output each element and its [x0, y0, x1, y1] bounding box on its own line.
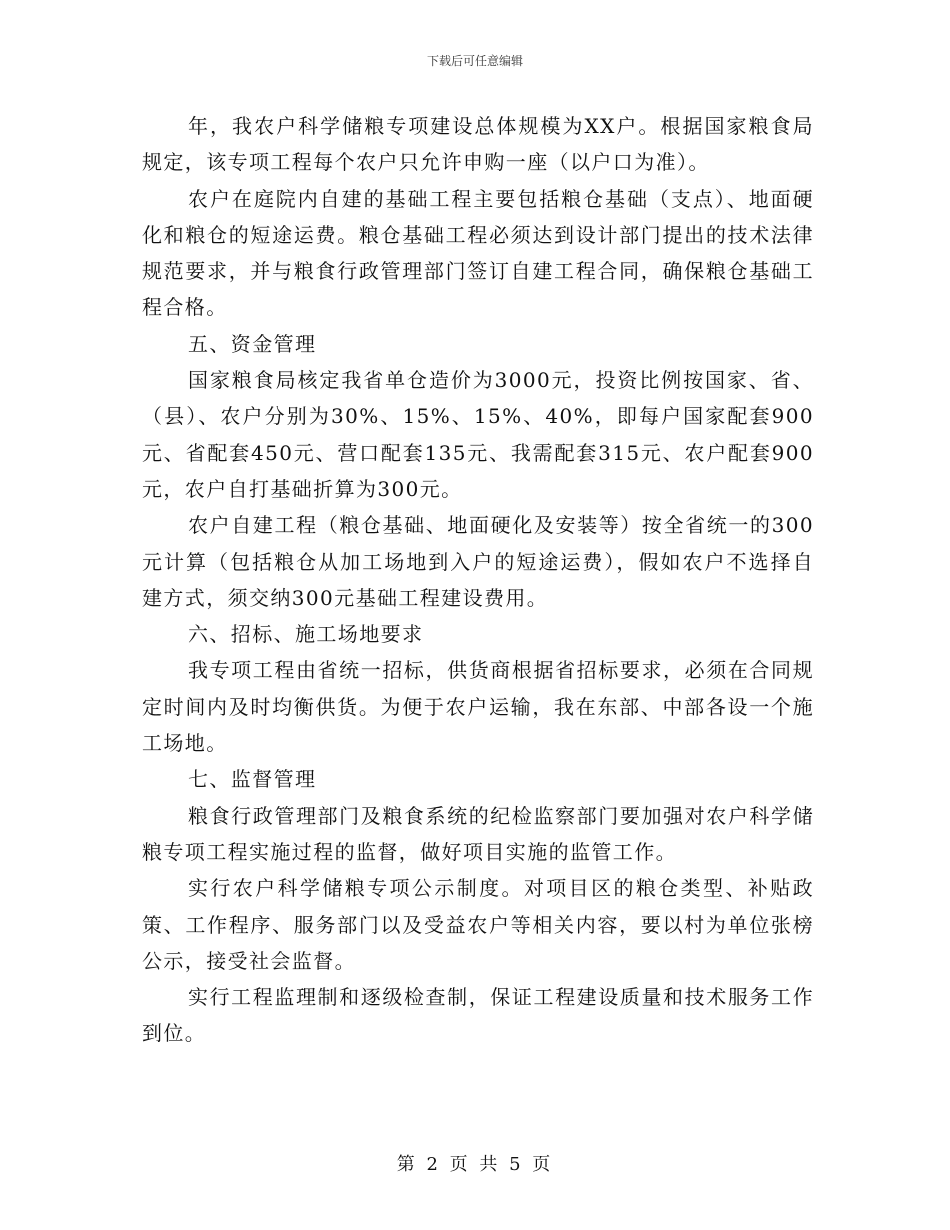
paragraph-investment-ratio: 国家粮食局核定我省单仓造价为3000元，投资比例按国家、省、（县）、农户分别为30%、15%、15%、40%，即每户国家配套900元、省配套450元、营口配套135元、我需配套315元、农户配套900元，农户自打基础折算为300元。: [142, 368, 814, 501]
paragraph-scale: 年，我农户科学储粮专项建设总体规模为XX户。根据国家粮食局规定，该专项工程每个农户只允许申购一座（以户口为准）。: [142, 114, 814, 175]
document-body: [142, 108, 814, 1052]
section-heading-supervision: 七、监督管理: [188, 767, 317, 792]
section-heading-bidding: 六、招标、施工场地要求: [188, 622, 424, 647]
page-footer: 第 2 页 共 5 页: [396, 1154, 554, 1175]
paragraph-publicity: 实行农户科学储粮专项公示制度。对项目区的粮仓类型、补贴政策、工作程序、服务部门以及受益农户等相关内容，要以村为单位张榜公示，接受社会监督。: [142, 876, 814, 973]
section-heading-funds: 五、资金管理: [188, 331, 317, 356]
paragraph-supervision: 粮食行政管理部门及粮食系统的纪检监察部门要加强对农户科学储粮专项工程实施过程的监督，做好项目实施的监管工作。: [142, 803, 814, 864]
header-note: 下载后可任意编辑: [426, 54, 523, 68]
paragraph-bidding: 我专项工程由省统一招标，供货商根据省招标要求，必须在合同规定时间内及时均衡供货。为便于农户运输，我在东部、中部各设一个施工场地。: [142, 658, 814, 756]
paragraph-inspection: 实行工程监理制和逐级检查制，保证工程建设质量和技术服务工作到位。: [142, 985, 814, 1046]
paragraph-foundation-works: 农户在庭院内自建的基础工程主要包括粮仓基础（支点）、地面硬化和粮仓的短途运费。粮仓基础工程必须达到设计部门提出的技术法律规范要求，并与粮食行政管理部门签订自建工程合同，确保粮仓基础工程合格。: [142, 186, 814, 320]
paragraph-self-build: 农户自建工程（粮仓基础、地面硬化及安装等）按全省统一的300元计算（包括粮仓从加工场地到入户的短途运费），假如农户不选择自建方式，须交纳300元基础工程建设费用。: [142, 513, 814, 610]
